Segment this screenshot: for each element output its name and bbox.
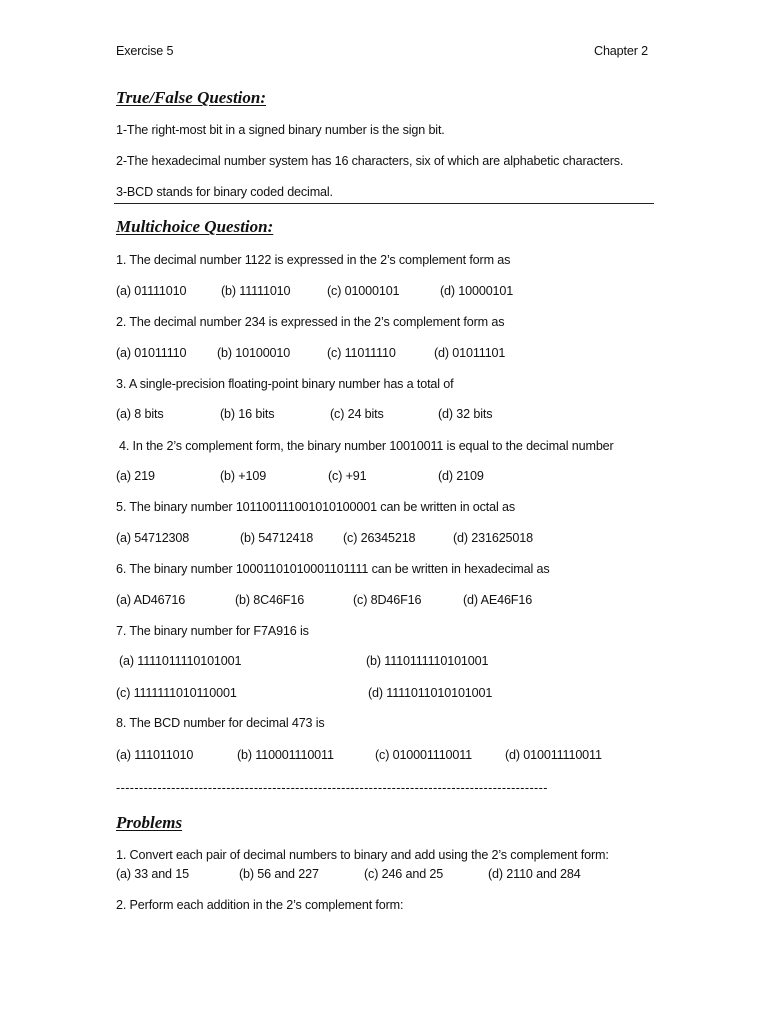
multichoice-heading: Multichoice Question: [116,217,274,236]
option-b: (b) 8C46F16 [235,593,305,607]
option-b: (b) 56 and 227 [239,867,319,881]
option-c: (c) 24 bits [330,407,384,421]
option-c: (c) 010001110011 [375,748,473,762]
option-b: (b) 11111010 [221,284,291,298]
option-a: (a) 1111011110101001 [119,654,242,668]
option-d: (d) 10000101 [440,284,514,298]
option-b: (b) 54712418 [240,531,314,545]
question-8: 8. The BCD number for decimal 473 is [116,716,325,730]
option-d: (d) 32 bits [438,407,493,421]
option-d: (d) 010011110011 [505,748,602,762]
option-c: (c) 01000101 [327,284,400,298]
question-1: 1. The decimal number 1122 is expressed in the 2’s complement form as [116,253,511,267]
dashed-separator: ---------------------------------------------------------------------------------------------- [116,781,548,795]
true-false-item: 2-The hexadecimal number system has 16 characters, six of which are alphabetic characters. [116,154,624,168]
section-divider [114,203,654,204]
option-d: (d) 01011101 [434,346,506,360]
option-b: (b) +109 [220,469,267,483]
question-4: 4. In the 2’s complement form, the binary number 10010011 is equal to the decimal number [119,439,614,453]
option-d: (d) 1111011010101001 [368,686,493,700]
option-c: (c) 11011110 [327,346,396,360]
option-d: (d) 2110 and 284 [488,867,581,881]
option-a: (a) 219 [116,469,155,483]
problems-heading: Problems [116,813,183,832]
question-7: 7. The binary number for F7A916 is [116,624,309,638]
option-a: (a) AD46716 [116,593,186,607]
option-c: (c) 246 and 25 [364,867,444,881]
option-a: (a) 8 bits [116,407,164,421]
option-d: (d) 2109 [438,469,484,483]
option-c: (c) 8D46F16 [353,593,422,607]
header-chapter: Chapter 2 [594,44,648,58]
option-a: (a) 33 and 15 [116,867,189,881]
question-6: 6. The binary number 10001101010001101111 can be written in hexadecimal as [116,562,550,576]
option-c: (c) 26345218 [343,531,416,545]
option-a: (a) 111011010 [116,748,194,762]
true-false-item: 1-The right-most bit in a signed binary number is the sign bit. [116,123,445,137]
question-2: 2. The decimal number 234 is expressed in the 2’s complement form as [116,315,505,329]
option-a: (a) 01011110 [116,346,187,360]
header-exercise: Exercise 5 [116,44,174,58]
option-a: (a) 01111010 [116,284,187,298]
option-c: (c) +91 [328,469,367,483]
true-false-item: 3-BCD stands for binary coded decimal. [116,185,333,199]
option-b: (b) 10100010 [217,346,291,360]
option-d: (d) 231625018 [453,531,533,545]
option-b: (b) 110001110011 [237,748,334,762]
option-c: (c) 1111111010110001 [116,686,237,700]
problem-1: 1. Convert each pair of decimal numbers to binary and add using the 2’s complement form: [116,848,609,862]
problem-2: 2. Perform each addition in the 2’s complement form: [116,898,404,912]
true-false-heading: True/False Question: [116,88,267,107]
option-b: (b) 1110111110101001 [366,654,489,668]
option-b: (b) 16 bits [220,407,275,421]
option-a: (a) 54712308 [116,531,190,545]
question-3: 3. A single-precision floating-point binary number has a total of [116,377,454,391]
question-5: 5. The binary number 101100111001010100001 can be written in octal as [116,500,516,514]
option-d: (d) AE46F16 [463,593,533,607]
